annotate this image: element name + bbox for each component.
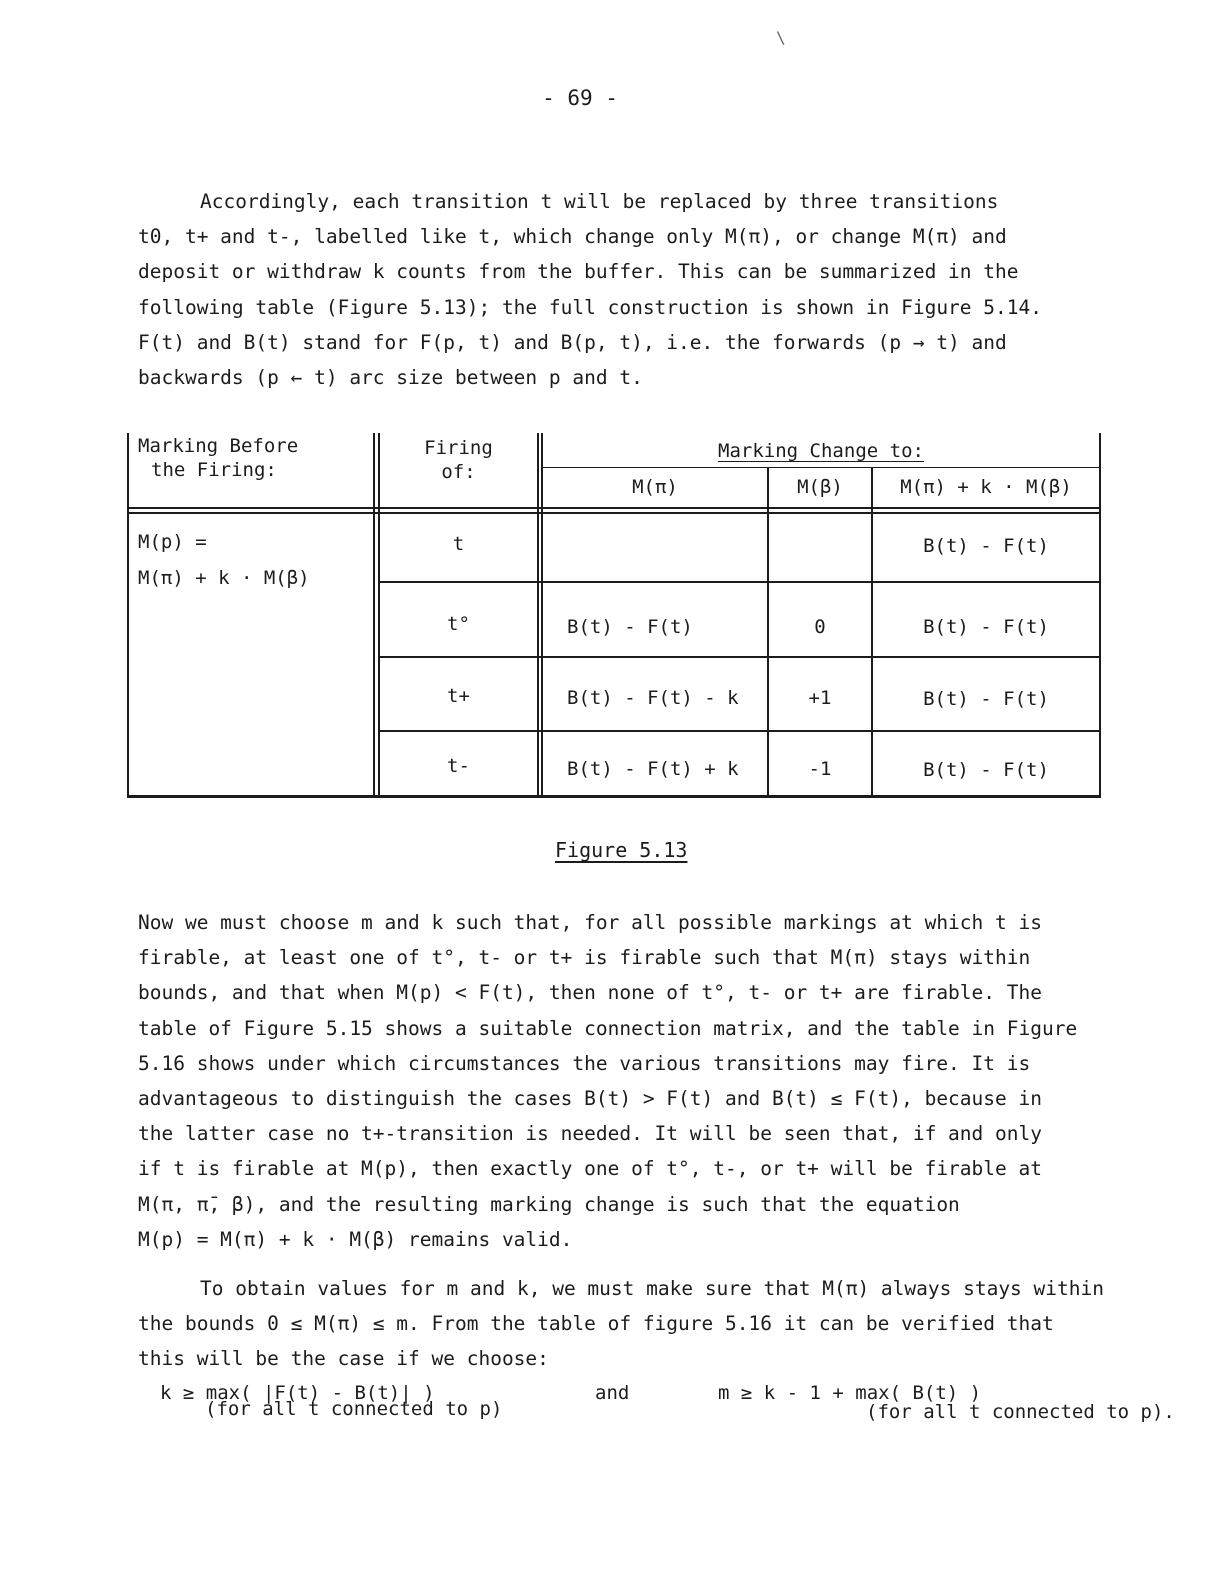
p1-line-3: deposit or withdraw k counts from the buffer. This can be summarized in the bbox=[138, 260, 1019, 284]
subheader-m-total: M(π) + k · M(β) bbox=[900, 476, 1072, 498]
p1-line-5: F(t) and B(t) stand for F(p, t) and B(p, t), i.e. the forwards (p → t) and bbox=[138, 330, 1007, 354]
header-marking-change: Marking Change to: bbox=[718, 440, 924, 462]
formula-k-condition: (for all t connected to p) bbox=[205, 1398, 503, 1420]
paragraph-3 bbox=[138, 1271, 1104, 1377]
row-3-m-total: B(t) - F(t) bbox=[923, 688, 1049, 710]
p1-line-6: backwards (p ← t) arc size between p and t. bbox=[138, 366, 643, 390]
formula-m-condition: (for all t connected to p). bbox=[866, 1401, 1175, 1423]
row-3-m-beta: +1 bbox=[808, 687, 832, 709]
paragraph-2 bbox=[138, 905, 1098, 1257]
page-number: - 69 - bbox=[542, 86, 618, 110]
p1-line-4: following table (Figure 5.13); the full construction is shown in Figure 5.14. bbox=[138, 295, 1042, 319]
figure-caption: Figure 5.13 bbox=[555, 838, 688, 862]
marking-before-line-2: M(π) + k · M(β) bbox=[138, 567, 310, 589]
subheader-m-beta: M(β) bbox=[797, 476, 843, 498]
header-marking-before-2: the Firing: bbox=[151, 459, 277, 481]
table-right-border bbox=[1099, 433, 1101, 798]
p2-line-5: 5.16 shows under which circumstances the various transitions may fire. It is bbox=[138, 1051, 1031, 1075]
row-4-firing: t- bbox=[447, 755, 470, 777]
row-2-m-total: B(t) - F(t) bbox=[923, 616, 1049, 638]
row-4-m-total: B(t) - F(t) bbox=[923, 759, 1049, 781]
row-4-m-pi: B(t) - F(t) + k bbox=[567, 758, 739, 780]
table-row-rule-2 bbox=[378, 656, 1101, 658]
formula-m: m ≥ k - 1 + max( B(t) ) bbox=[718, 1382, 982, 1404]
p2-line-10: M(p) = M(π) + k · M(β) remains valid. bbox=[138, 1227, 573, 1251]
row-1-firing: t bbox=[452, 533, 465, 555]
marking-before-line-1: M(p) = bbox=[138, 531, 207, 553]
table-header-rule-a bbox=[127, 507, 1101, 509]
row-3-m-pi: B(t) - F(t) - k bbox=[567, 687, 739, 709]
p2-line-7: the latter case no t+-transition is needed. It will be seen that, if and only bbox=[138, 1122, 1042, 1146]
row-4-m-beta: -1 bbox=[808, 758, 832, 780]
table-left-border bbox=[127, 433, 129, 798]
table-col-divider-1a bbox=[373, 433, 375, 798]
stray-mark: \ bbox=[776, 28, 786, 47]
row-2-m-pi: B(t) - F(t) bbox=[567, 616, 693, 638]
p2-line-3: bounds, and that when M(p) < F(t), then none of t°, t- or t+ are firable. The bbox=[138, 981, 1042, 1005]
p2-line-4: table of Figure 5.15 shows a suitable connection matrix, and the table in Figure bbox=[138, 1016, 1078, 1040]
marking-table bbox=[127, 433, 1101, 798]
p1-line-2: t0, t+ and t-, labelled like t, which change only M(π), or change M(π) and bbox=[138, 225, 1007, 249]
p2-line-1: Now we must choose m and k such that, for all possible markings at which t is bbox=[138, 911, 1042, 934]
header-marking-before-1: Marking Before bbox=[138, 435, 299, 457]
p3-line-1: To obtain values for m and k, we must make sure that M(π) always stays within bbox=[200, 1277, 1104, 1300]
row-3-firing: t+ bbox=[447, 685, 470, 707]
header-firing-1: Firing bbox=[424, 437, 493, 459]
table-subheader-rule bbox=[543, 467, 1101, 468]
p3-line-3: this will be the case if we choose: bbox=[138, 1347, 549, 1371]
table-row-rule-3 bbox=[378, 730, 1101, 732]
row-2-m-beta: 0 bbox=[814, 616, 826, 638]
formula-k: k ≥ max( |F(t) - B(t)| ) bbox=[160, 1382, 435, 1404]
p2-line-8: if t is firable at M(p), then exactly one of t°, t-, or t+ will be firable at bbox=[138, 1157, 1042, 1181]
subheader-m-pi: M(π) bbox=[632, 476, 678, 498]
p2-line-9: M(π, π̄, β), and the resulting marking change is such that the equation bbox=[138, 1192, 960, 1216]
p2-line-2: firable, at least one of t°, t- or t+ is firable such that M(π) stays within bbox=[138, 946, 1031, 970]
row-2-firing: t° bbox=[447, 613, 470, 635]
p3-line-2: the bounds 0 ≤ M(π) ≤ m. From the table of figure 5.16 it can be verified that bbox=[138, 1312, 1054, 1336]
table-bottom-border bbox=[127, 795, 1101, 798]
table-header-rule-b bbox=[127, 512, 1101, 514]
header-firing-2: of: bbox=[441, 461, 476, 483]
row-1-m-total: B(t) - F(t) bbox=[923, 535, 1049, 557]
p1-line-1: Accordingly, each transition t will be replaced by three transitions bbox=[200, 190, 999, 213]
table-col-divider-2a bbox=[537, 433, 539, 798]
formula-conjunction: and bbox=[595, 1382, 630, 1404]
paragraph-1 bbox=[138, 184, 1098, 395]
p2-line-6: advantageous to distinguish the cases B(t) > F(t) and B(t) ≤ F(t), because in bbox=[138, 1087, 1042, 1111]
table-row-rule-1 bbox=[378, 581, 1101, 583]
